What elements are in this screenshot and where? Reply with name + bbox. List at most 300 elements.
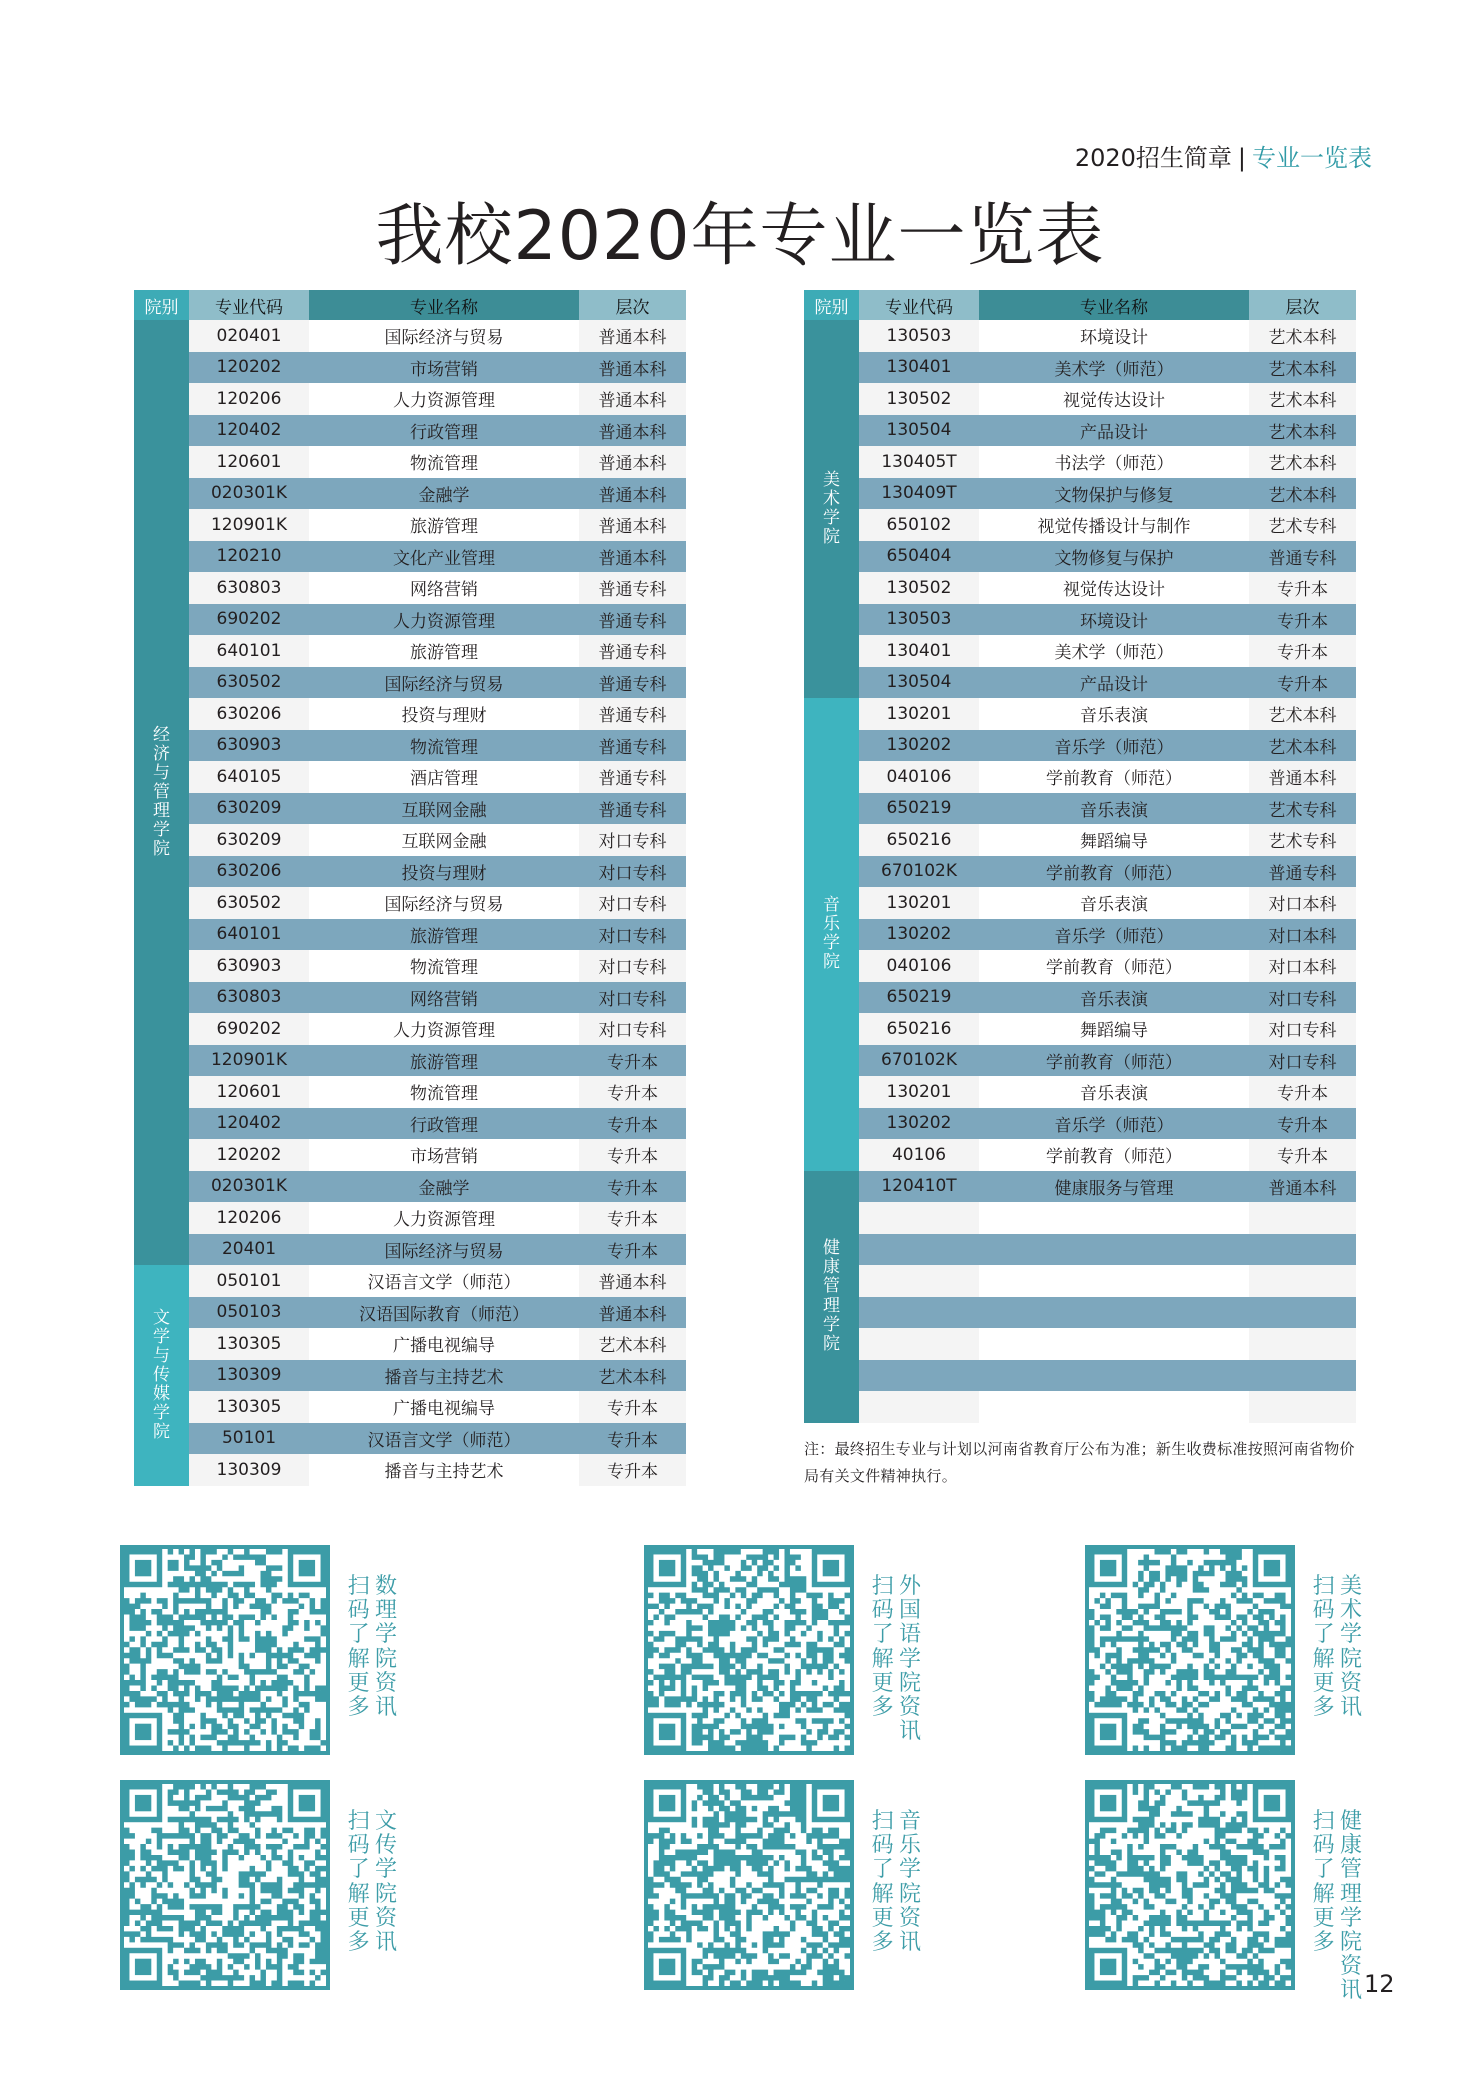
- table-row: [134, 1171, 686, 1203]
- degree-level: 对口专科: [579, 982, 686, 1014]
- major-name: 产品设计: [979, 667, 1249, 699]
- major-name: 学前教育（师范）: [979, 1045, 1249, 1077]
- degree-level: [1249, 1360, 1356, 1392]
- major-name: 书法学（师范）: [979, 446, 1249, 478]
- column-header-code: 专业代码: [189, 290, 309, 320]
- degree-level: 专升本: [579, 1391, 686, 1423]
- major-code: 130201: [859, 1076, 979, 1108]
- degree-level: 普通专科: [579, 698, 686, 730]
- degree-level: 普通专科: [579, 604, 686, 636]
- table-row: [804, 446, 1356, 478]
- column-header-level: 层次: [1249, 290, 1356, 320]
- column-header-college: 院别: [804, 290, 859, 320]
- major-code: 20401: [189, 1234, 309, 1266]
- major-name: [979, 1297, 1249, 1329]
- table-row: [134, 919, 686, 951]
- table-row: [804, 1265, 1356, 1297]
- table-row: [134, 320, 686, 352]
- major-name: 物流管理: [309, 950, 579, 982]
- college-label: [804, 320, 859, 698]
- major-name: 文物修复与保护: [979, 541, 1249, 573]
- table-row: [134, 667, 686, 699]
- degree-level: 专升本: [579, 1454, 686, 1486]
- degree-level: 普通专科: [579, 730, 686, 762]
- major-name: 国际经济与贸易: [309, 320, 579, 352]
- table-row: [804, 667, 1356, 699]
- major-code: 120402: [189, 1108, 309, 1140]
- degree-level: 专升本: [579, 1234, 686, 1266]
- major-code: 130202: [859, 730, 979, 762]
- major-code: 640101: [189, 635, 309, 667]
- qr-caption-college: 数理学院资讯: [374, 1574, 397, 1720]
- table-row: [134, 1108, 686, 1140]
- degree-level: 普通专科: [1249, 856, 1356, 888]
- major-code: 130202: [859, 919, 979, 951]
- major-name: 学前教育（师范）: [979, 1139, 1249, 1171]
- table-row: [134, 1045, 686, 1077]
- table-row: [804, 635, 1356, 667]
- qr-caption-scan: 扫码了解更多: [871, 1809, 894, 1955]
- degree-level: [1249, 1234, 1356, 1266]
- table-row: [804, 1076, 1356, 1108]
- major-name: 音乐表演: [979, 887, 1249, 919]
- section-name: 专业一览表: [1252, 144, 1372, 172]
- major-name: 音乐学（师范）: [979, 1108, 1249, 1140]
- qr-code[interactable]: [1085, 1545, 1295, 1755]
- major-code: 120206: [189, 383, 309, 415]
- major-code: 130202: [859, 1108, 979, 1140]
- major-code: 130305: [189, 1328, 309, 1360]
- major-name: 互联网金融: [309, 793, 579, 825]
- table-row: [134, 824, 686, 856]
- table-row: [134, 1391, 686, 1423]
- degree-level: 专升本: [1249, 1108, 1356, 1140]
- qr-finder-square: [1100, 1560, 1116, 1576]
- degree-level: 专升本: [579, 1045, 686, 1077]
- major-name: 学前教育（师范）: [979, 950, 1249, 982]
- qr-caption-scan: 扫码了解更多: [1312, 1574, 1335, 1720]
- qr-pattern: [648, 1549, 850, 1751]
- major-name: 健康服务与管理: [979, 1171, 1249, 1203]
- major-code: 130401: [859, 635, 979, 667]
- major-name: 视觉传播设计与制作: [979, 509, 1249, 541]
- major-name: 音乐表演: [979, 1076, 1249, 1108]
- table-row: [804, 824, 1356, 856]
- college-label: [804, 1171, 859, 1423]
- major-name: 广播电视编导: [309, 1328, 579, 1360]
- major-name: 市场营销: [309, 1139, 579, 1171]
- table-row: [804, 1297, 1356, 1329]
- major-name: [979, 1265, 1249, 1297]
- qr-caption-college: 音乐学院资讯: [898, 1809, 921, 1955]
- qr-block-fine-arts: [1085, 1545, 1362, 1765]
- major-name: 产品设计: [979, 415, 1249, 447]
- table-row: [804, 1013, 1356, 1045]
- degree-level: 普通专科: [579, 761, 686, 793]
- major-code: 130504: [859, 415, 979, 447]
- qr-block-music: [644, 1780, 921, 2000]
- major-name: 酒店管理: [309, 761, 579, 793]
- degree-level: 对口本科: [1249, 919, 1356, 951]
- major-name: 旅游管理: [309, 919, 579, 951]
- table-row: [804, 352, 1356, 384]
- qr-code[interactable]: [120, 1780, 330, 1990]
- major-code: 120202: [189, 352, 309, 384]
- table-row: [804, 1391, 1356, 1423]
- qr-caption-college: 外国语学院资讯: [898, 1574, 921, 1745]
- degree-level: 专升本: [1249, 604, 1356, 636]
- qr-caption-college: 美术学院资讯: [1339, 1574, 1362, 1720]
- qr-finder-square: [1100, 1959, 1116, 1975]
- qr-finder-square: [1264, 1795, 1280, 1811]
- table-row: [134, 730, 686, 762]
- column-header-major: 专业名称: [979, 290, 1249, 320]
- table-row: [134, 635, 686, 667]
- degree-level: 艺术专科: [1249, 509, 1356, 541]
- major-name: 旅游管理: [309, 509, 579, 541]
- table-row: [134, 541, 686, 573]
- qr-code[interactable]: [1085, 1780, 1295, 1990]
- table-row: [804, 541, 1356, 573]
- page-title: 我校2020年专业一览表: [375, 197, 1105, 276]
- major-name: 金融学: [309, 1171, 579, 1203]
- major-name: 汉语国际教育（师范）: [309, 1297, 579, 1329]
- major-code: 630209: [189, 793, 309, 825]
- major-name: 物流管理: [309, 730, 579, 762]
- major-name: 人力资源管理: [309, 604, 579, 636]
- table-row: [804, 1171, 1356, 1203]
- college-label: [134, 320, 189, 1265]
- degree-level: 普通本科: [579, 541, 686, 573]
- degree-level: 专升本: [1249, 572, 1356, 604]
- major-code: 640105: [189, 761, 309, 793]
- degree-level: 普通专科: [1249, 541, 1356, 573]
- major-name: 音乐学（师范）: [979, 730, 1249, 762]
- major-code: 040106: [859, 950, 979, 982]
- college-name: 健康管理学院: [822, 1238, 840, 1354]
- major-name: 网络营销: [309, 982, 579, 1014]
- college-name: 经济与管理学院: [152, 724, 170, 860]
- degree-level: 专升本: [579, 1108, 686, 1140]
- brochure-name: 2020招生简章: [1074, 144, 1232, 172]
- footnote: 注：最终招生专业与计划以河南省教育厅公布为准；新生收费标准按照河南省物价局有关文件精神执行。: [804, 1440, 1355, 1485]
- major-name: 播音与主持艺术: [309, 1360, 579, 1392]
- degree-level: 艺术本科: [579, 1360, 686, 1392]
- degree-level: [1249, 1328, 1356, 1360]
- table-row: [804, 1139, 1356, 1171]
- table-row: [804, 856, 1356, 888]
- college-label: [134, 1265, 189, 1486]
- qr-pattern: [1089, 1784, 1291, 1986]
- degree-level: 艺术专科: [1249, 824, 1356, 856]
- table-row: [804, 761, 1356, 793]
- major-code: 120210: [189, 541, 309, 573]
- college-name: 文学与传媒学院: [152, 1307, 170, 1442]
- table-row: [804, 415, 1356, 447]
- major-name: 汉语言文学（师范）: [309, 1265, 579, 1297]
- degree-level: 专升本: [1249, 1139, 1356, 1171]
- table-row: [134, 1328, 686, 1360]
- major-code: 120202: [189, 1139, 309, 1171]
- major-name: 学前教育（师范）: [979, 856, 1249, 888]
- qr-block-literature-media: [120, 1780, 397, 2000]
- degree-level: 普通专科: [579, 572, 686, 604]
- major-name: [979, 1360, 1249, 1392]
- qr-finder-square: [299, 1560, 315, 1576]
- major-code: 130201: [859, 698, 979, 730]
- qr-finder-square: [135, 1959, 151, 1975]
- qr-finder-square: [299, 1795, 315, 1811]
- table-row: [134, 950, 686, 982]
- major-code: 630209: [189, 824, 309, 856]
- major-code: 120410T: [859, 1171, 979, 1203]
- qr-finder-square: [1264, 1560, 1280, 1576]
- qr-code[interactable]: [644, 1545, 854, 1755]
- column-header-major: 专业名称: [309, 290, 579, 320]
- column-header-college: 院别: [134, 290, 189, 320]
- table-row: [134, 1076, 686, 1108]
- table-row: [134, 1423, 686, 1455]
- major-code: 650219: [859, 982, 979, 1014]
- major-name: 文化产业管理: [309, 541, 579, 573]
- qr-finder-square: [823, 1560, 839, 1576]
- table-row: [804, 919, 1356, 951]
- major-name: 美术学（师范）: [979, 635, 1249, 667]
- major-name: 音乐学（师范）: [979, 919, 1249, 951]
- qr-finder-square: [135, 1724, 151, 1740]
- major-name: 投资与理财: [309, 856, 579, 888]
- major-code: 130504: [859, 667, 979, 699]
- major-name: 人力资源管理: [309, 1202, 579, 1234]
- degree-level: 普通本科: [579, 352, 686, 384]
- major-name: [979, 1234, 1249, 1266]
- qr-finder-square: [659, 1795, 675, 1811]
- major-code: [859, 1360, 979, 1392]
- degree-level: 艺术本科: [1249, 698, 1356, 730]
- qr-finder-square: [1100, 1724, 1116, 1740]
- degree-level: 专升本: [579, 1423, 686, 1455]
- table-row: [804, 383, 1356, 415]
- major-code: 650219: [859, 793, 979, 825]
- table-row: [134, 1139, 686, 1171]
- major-name: 广播电视编导: [309, 1391, 579, 1423]
- degree-level: 普通本科: [1249, 761, 1356, 793]
- table-row: [804, 730, 1356, 762]
- major-name: 行政管理: [309, 1108, 579, 1140]
- major-name: 物流管理: [309, 446, 579, 478]
- major-name: 视觉传达设计: [979, 383, 1249, 415]
- major-name: 投资与理财: [309, 698, 579, 730]
- table-row: [804, 509, 1356, 541]
- degree-level: 专升本: [579, 1076, 686, 1108]
- college-label: [804, 698, 859, 1171]
- table-row: [134, 352, 686, 384]
- major-code: 630502: [189, 887, 309, 919]
- table-row: [804, 982, 1356, 1014]
- degree-level: 艺术专科: [1249, 793, 1356, 825]
- major-code: 650404: [859, 541, 979, 573]
- major-code: 130405T: [859, 446, 979, 478]
- degree-level: 专升本: [579, 1171, 686, 1203]
- degree-level: 艺术本科: [1249, 446, 1356, 478]
- table-row: [134, 793, 686, 825]
- major-name: 物流管理: [309, 1076, 579, 1108]
- table-row: [804, 1328, 1356, 1360]
- major-code: 120402: [189, 415, 309, 447]
- major-name: 文物保护与修复: [979, 478, 1249, 510]
- major-name: [979, 1391, 1249, 1423]
- qr-code[interactable]: [644, 1780, 854, 1990]
- qr-block-health-management: [1085, 1780, 1362, 2004]
- major-name: 国际经济与贸易: [309, 667, 579, 699]
- table-row: [804, 887, 1356, 919]
- degree-level: 艺术本科: [1249, 730, 1356, 762]
- major-code: 650102: [859, 509, 979, 541]
- major-code: 630803: [189, 982, 309, 1014]
- header-divider: |: [1237, 144, 1246, 172]
- degree-level: [1249, 1297, 1356, 1329]
- table-row: [134, 509, 686, 541]
- column-header-code: 专业代码: [859, 290, 979, 320]
- table-row: [134, 572, 686, 604]
- qr-finder-square: [823, 1795, 839, 1811]
- qr-caption-scan: 扫码了解更多: [347, 1574, 370, 1720]
- major-code: 130503: [859, 320, 979, 352]
- degree-level: 专升本: [1249, 667, 1356, 699]
- table-row: [804, 1045, 1356, 1077]
- major-name: 音乐表演: [979, 793, 1249, 825]
- major-code: 050103: [189, 1297, 309, 1329]
- major-code: 130201: [859, 887, 979, 919]
- table-row: [804, 604, 1356, 636]
- major-code: [859, 1391, 979, 1423]
- majors-table-right: [804, 290, 1356, 1423]
- degree-level: 普通专科: [579, 667, 686, 699]
- degree-level: 普通专科: [579, 793, 686, 825]
- major-name: 音乐表演: [979, 698, 1249, 730]
- qr-pattern: [648, 1784, 850, 1986]
- major-code: [859, 1234, 979, 1266]
- table-row: [134, 1297, 686, 1329]
- major-code: 130409T: [859, 478, 979, 510]
- major-code: 120901K: [189, 1045, 309, 1077]
- major-name: 舞蹈编导: [979, 1013, 1249, 1045]
- qr-block-foreign-languages: [644, 1545, 921, 1765]
- majors-table-left: [134, 290, 686, 1486]
- major-code: 670102K: [859, 856, 979, 888]
- major-code: [859, 1297, 979, 1329]
- table-row: [804, 320, 1356, 352]
- degree-level: 对口专科: [579, 824, 686, 856]
- degree-level: 普通本科: [579, 1297, 686, 1329]
- degree-level: [1249, 1265, 1356, 1297]
- table-row: [804, 478, 1356, 510]
- major-name: [979, 1328, 1249, 1360]
- major-name: 人力资源管理: [309, 383, 579, 415]
- qr-caption-scan: 扫码了解更多: [871, 1574, 894, 1720]
- table-row: [134, 604, 686, 636]
- table-row: [134, 1454, 686, 1486]
- page-header: [1075, 138, 1372, 173]
- qr-block-math: [120, 1545, 397, 1765]
- major-code: 630502: [189, 667, 309, 699]
- major-code: [859, 1265, 979, 1297]
- major-name: 市场营销: [309, 352, 579, 384]
- major-code: 130305: [189, 1391, 309, 1423]
- major-code: 130309: [189, 1360, 309, 1392]
- degree-level: 对口本科: [1249, 950, 1356, 982]
- page-number: 12: [1364, 1970, 1395, 1998]
- major-code: 690202: [189, 604, 309, 636]
- degree-level: 专升本: [579, 1139, 686, 1171]
- table-row: [134, 856, 686, 888]
- major-code: 120601: [189, 446, 309, 478]
- degree-level: 对口专科: [579, 919, 686, 951]
- qr-caption-scan: 扫码了解更多: [1312, 1809, 1335, 1955]
- major-code: 120901K: [189, 509, 309, 541]
- major-name: 金融学: [309, 478, 579, 510]
- degree-level: 艺术本科: [1249, 383, 1356, 415]
- major-name: 播音与主持艺术: [309, 1454, 579, 1486]
- major-code: 130502: [859, 383, 979, 415]
- table-row: [134, 415, 686, 447]
- major-code: 630206: [189, 856, 309, 888]
- major-name: 环境设计: [979, 604, 1249, 636]
- table-row: [804, 698, 1356, 730]
- degree-level: 普通本科: [579, 383, 686, 415]
- major-code: 50101: [189, 1423, 309, 1455]
- major-code: 640101: [189, 919, 309, 951]
- qr-finder-square: [1100, 1795, 1116, 1811]
- major-code: 130401: [859, 352, 979, 384]
- major-name: 视觉传达设计: [979, 572, 1249, 604]
- degree-level: 艺术本科: [1249, 415, 1356, 447]
- table-row: [134, 982, 686, 1014]
- major-code: [859, 1328, 979, 1360]
- college-name: 音乐学院: [822, 895, 840, 973]
- qr-finder-square: [659, 1724, 675, 1740]
- major-code: 670102K: [859, 1045, 979, 1077]
- major-code: 630206: [189, 698, 309, 730]
- qr-finder-square: [135, 1560, 151, 1576]
- major-name: 学前教育（师范）: [979, 761, 1249, 793]
- table-row: [804, 950, 1356, 982]
- qr-caption-college: 文传学院资讯: [374, 1809, 397, 1955]
- major-code: 020301K: [189, 1171, 309, 1203]
- table-row: [134, 1202, 686, 1234]
- major-name: 环境设计: [979, 320, 1249, 352]
- qr-code[interactable]: [120, 1545, 330, 1755]
- qr-caption-scan: 扫码了解更多: [347, 1809, 370, 1955]
- qr-finder-square: [135, 1795, 151, 1811]
- major-name: 音乐表演: [979, 982, 1249, 1014]
- qr-pattern: [124, 1784, 326, 1986]
- degree-level: 艺术本科: [1249, 478, 1356, 510]
- degree-level: 对口专科: [579, 950, 686, 982]
- table-row: [804, 572, 1356, 604]
- major-code: 120206: [189, 1202, 309, 1234]
- major-code: 020301K: [189, 478, 309, 510]
- table-row: [134, 698, 686, 730]
- degree-level: 专升本: [1249, 635, 1356, 667]
- table-row: [134, 1013, 686, 1045]
- table-row: [134, 887, 686, 919]
- degree-level: 艺术本科: [579, 1328, 686, 1360]
- major-name: 旅游管理: [309, 1045, 579, 1077]
- qr-pattern: [1089, 1549, 1291, 1751]
- major-name: [979, 1202, 1249, 1234]
- major-code: [859, 1202, 979, 1234]
